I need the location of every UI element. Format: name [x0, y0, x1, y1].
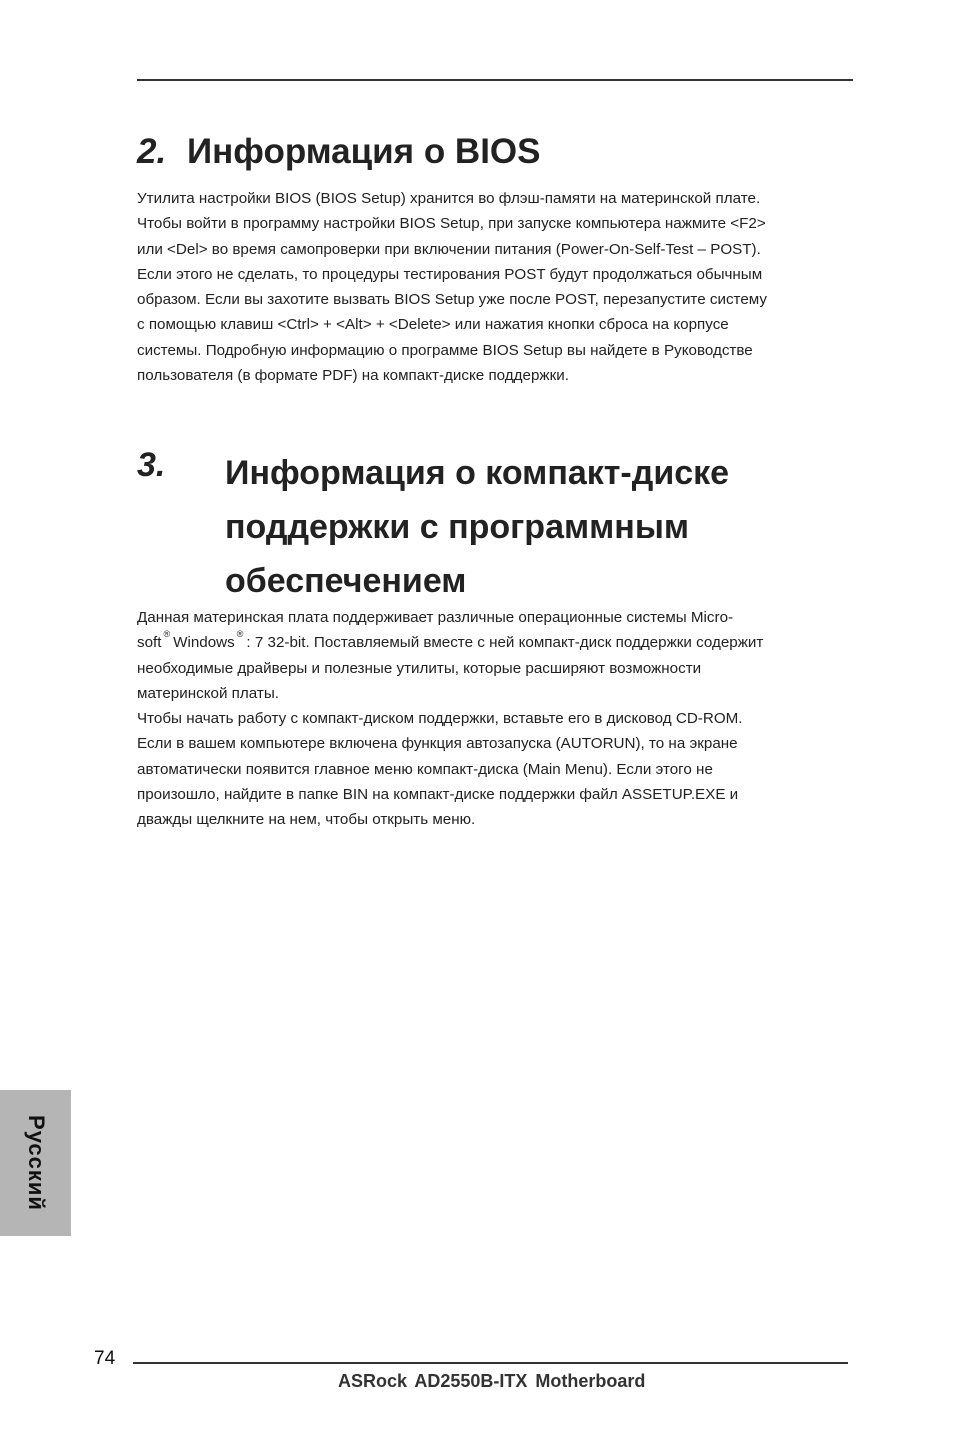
paragraph-line: образом. Если вы захотите вызвать BIOS Setup уже после POST, перезапустите систему	[137, 291, 767, 309]
paragraph-line: произошло, найдите в папке BIN на компакт-диске поддержки файл ASSETUP.EXE и	[137, 786, 739, 804]
paragraph-line: системы. Подробную информацию о программе BIOS Setup вы найдете в Руководстве	[137, 341, 753, 359]
paragraph-line: Если этого не сделать, то процедуры тестирования POST будут продолжаться обычным	[137, 265, 763, 283]
windows-text: Windows	[173, 634, 235, 652]
section-3-title-line: поддержки с программным	[225, 508, 690, 546]
page-number: 74	[94, 1348, 116, 1369]
section-2-body	[137, 186, 857, 388]
registered-mark: ®	[236, 629, 244, 640]
section-3-body	[137, 605, 857, 833]
language-label: Русский	[24, 1115, 49, 1211]
bottom-divider	[133, 1362, 848, 1364]
language-side-tab	[0, 1090, 71, 1236]
section-3-title-line: Информация о компакт-диске	[225, 454, 730, 492]
top-divider	[137, 79, 853, 81]
paragraph-line: автоматически появится главное меню компакт-диска (Main Menu). Если этого не	[137, 760, 713, 778]
paragraph-line: Чтобы начать работу с компакт-диском поддержки, вставьте его в дисковод CD-ROM.	[137, 710, 743, 728]
paragraph-line: дважды щелкните на нем, чтобы открыть меню.	[137, 811, 476, 829]
section-2-heading	[137, 132, 541, 172]
section-3-heading	[225, 446, 729, 608]
paragraph-line: Чтобы войти в программу настройки BIOS Setup, при запуске компьютера нажмите <F2>	[137, 215, 766, 233]
section-3-number: 3.	[137, 446, 166, 484]
paragraph-line: необходимые драйверы и полезные утилиты, которые расширяют возможности	[137, 659, 702, 677]
os-version-text: : 7 32-bit. Поставляемый вместе с ней компакт-диск поддержки содержит	[246, 634, 764, 652]
section-2-title: Информация о BIOS	[187, 132, 541, 171]
paragraph-line: или <Del> во время самопроверки при включении питания (Power-On-Self-Test – POST).	[137, 240, 761, 258]
section-2-number: 2.	[137, 132, 167, 171]
paragraph-line: Если в вашем компьютере включена функция автозапуска (AUTORUN), то на экране	[137, 735, 738, 753]
paragraph-line	[137, 630, 857, 655]
paragraph-line: Данная материнская плата поддерживает различные операционные системы Micro-	[137, 609, 734, 626]
footer-product-name: ASRock AD2550B-ITX Motherboard	[338, 1371, 646, 1391]
paragraph-line: Утилита настройки BIOS (BIOS Setup) хранится во флэш-памяти на материнской плате.	[137, 190, 761, 207]
soft-text: soft	[137, 634, 162, 652]
paragraph-line: материнской платы.	[137, 684, 279, 702]
paragraph-line: с помощью клавиш <Ctrl> + <Alt> + <Delete> или нажатия кнопки сброса на корпусе	[137, 316, 729, 334]
paragraph-line: пользователя (в формате PDF) на компакт-диске поддержки.	[137, 367, 569, 385]
section-3-title-line: обеспечением	[225, 562, 467, 600]
registered-mark: ®	[163, 629, 171, 640]
